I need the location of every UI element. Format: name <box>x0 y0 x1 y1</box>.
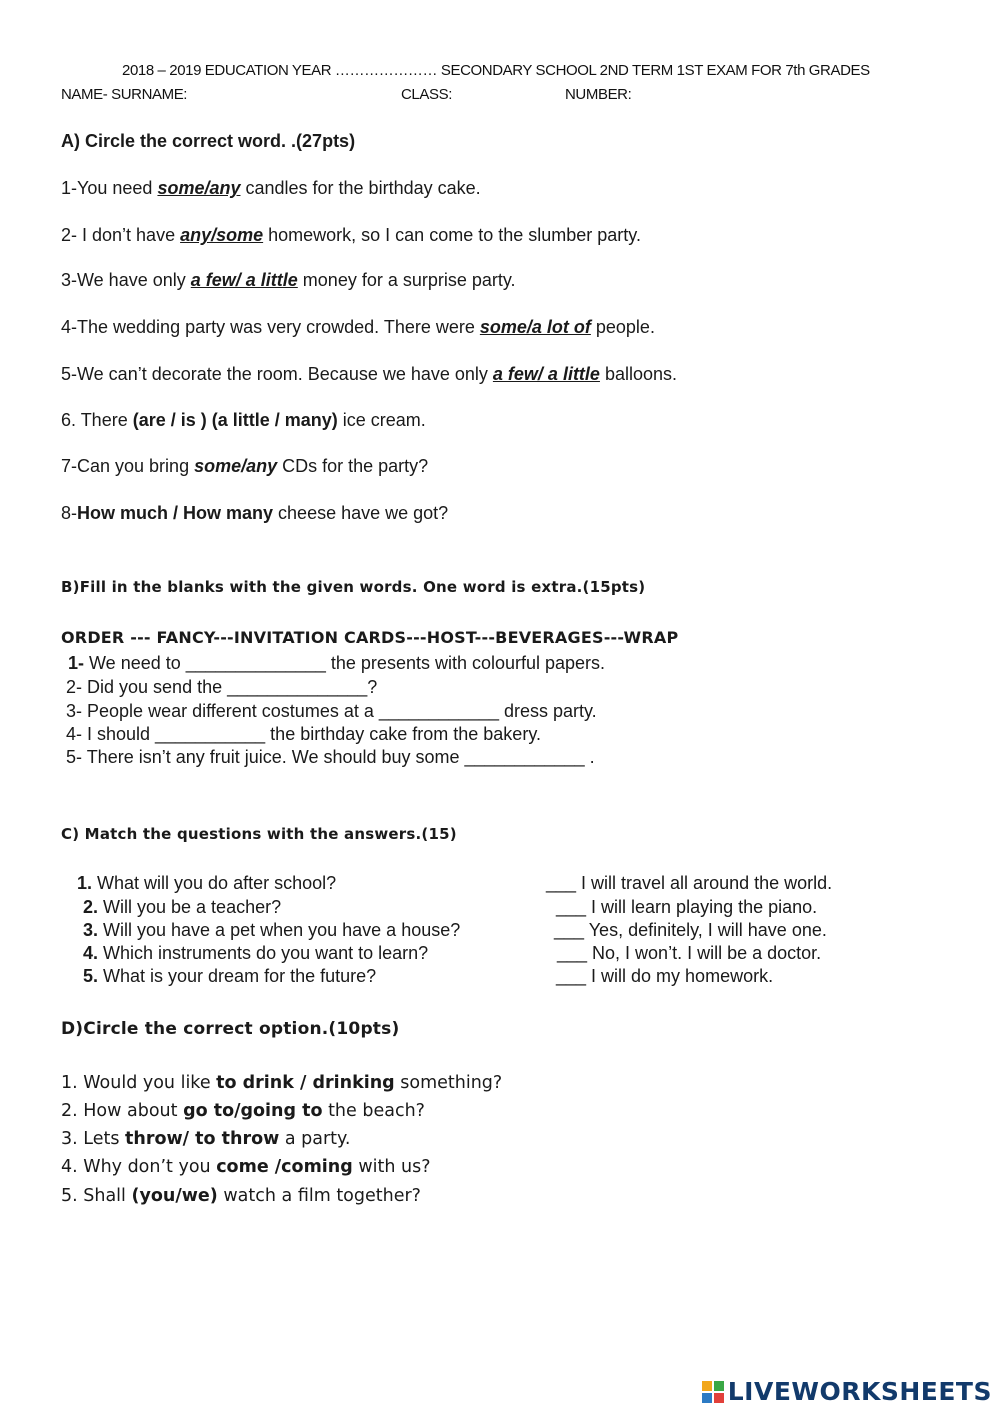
item-number: 5. <box>83 966 99 986</box>
item-text: 3. Lets <box>61 1129 126 1149</box>
item-text[interactable]: I should ___________ the birthday cake from the bakery. <box>82 724 541 744</box>
section-d-item-4 <box>61 1157 431 1177</box>
section-a-item-5 <box>61 364 677 385</box>
item-text: 1-You need <box>61 178 158 198</box>
answer-choice[interactable]: throw/ to throw <box>125 1129 280 1149</box>
answer-choice[interactable]: a few/ a little <box>190 270 298 290</box>
answer-1[interactable]: ___ I will travel all around the world. <box>546 873 833 893</box>
item-text: candles for the birthday cake. <box>240 178 481 198</box>
item-number: 5- <box>66 747 83 767</box>
item-text: people. <box>590 317 655 337</box>
item-number: 1. <box>77 873 93 893</box>
item-text: What will you do after school? <box>92 873 337 893</box>
item-number: 3. <box>83 920 99 940</box>
section-a-item-8 <box>61 503 448 524</box>
question-1 <box>77 873 336 894</box>
section-b-item-3 <box>66 701 597 722</box>
item-text: the beach? <box>322 1101 425 1121</box>
item-text[interactable]: People wear different costumes at a ____________ dress party. <box>82 701 597 721</box>
item-text: homework, so I can come to the slumber party. <box>263 225 641 245</box>
item-text[interactable]: Did you send the ______________? <box>82 677 378 697</box>
item-text: 2. How about <box>61 1101 184 1121</box>
item-text: cheese have we got? <box>273 503 449 523</box>
item-text: money for a surprise party. <box>297 270 516 290</box>
item-text: 6. There <box>61 410 133 430</box>
section-d-item-3 <box>61 1129 350 1149</box>
item-text: 7-Can you bring <box>61 456 195 476</box>
answer-2[interactable]: ___ I will learn playing the piano. <box>556 897 818 917</box>
section-a-title: A) Circle the correct word. .(27pts) <box>61 131 356 151</box>
question-4 <box>83 943 428 964</box>
question-2 <box>83 897 281 918</box>
answer-choice[interactable]: (are / is ) (a little / many) <box>132 410 338 430</box>
item-text: Will you be a teacher? <box>98 897 282 917</box>
item-number: 4- <box>66 724 83 744</box>
answer-4[interactable]: ___ No, I won’t. I will be a doctor. <box>557 943 822 963</box>
section-a-item-7 <box>61 456 428 477</box>
section-d-title: D)Circle the correct option.(10pts) <box>61 1019 400 1039</box>
item-text: a party. <box>279 1129 351 1149</box>
item-text[interactable]: We need to ______________ the presents with colourful papers. <box>84 653 606 673</box>
section-b-item-4 <box>66 724 541 745</box>
section-b-title: B)Fill in the blanks with the given words. One word is extra.(15pts) <box>61 578 646 596</box>
section-a-item-6 <box>61 410 426 431</box>
item-text[interactable]: There isn’t any fruit juice. We should buy some ____________ . <box>82 747 595 767</box>
item-number: 3- <box>66 701 83 721</box>
answer-choice[interactable]: any/some <box>180 225 264 245</box>
item-text: 2- I don’t have <box>61 225 181 245</box>
item-text: 4-The wedding party was very crowded. There were <box>61 317 480 337</box>
answer-choice[interactable]: (you/we) <box>131 1186 218 1206</box>
answer-choice[interactable]: a few/ a little <box>492 364 600 384</box>
question-3 <box>83 920 460 941</box>
answer-5[interactable]: ___ I will do my homework. <box>556 966 774 986</box>
section-d-item-5 <box>61 1186 421 1206</box>
section-c-title: C) Match the questions with the answers.(15) <box>61 825 457 843</box>
name-surname-label: NAME- SURNAME: <box>61 86 188 103</box>
word-bank: ORDER --- FANCY---INVITATION CARDS---HOST---BEVERAGES---WRAP <box>61 628 679 647</box>
item-text: balloons. <box>599 364 678 384</box>
answer-choice[interactable]: How much / How many <box>77 503 274 523</box>
item-text: 4. Why don’t you <box>61 1157 217 1177</box>
section-b-item-1 <box>68 653 605 674</box>
section-d-item-2 <box>61 1101 425 1121</box>
exam-header-title: 2018 – 2019 EDUCATION YEAR ………………… SECONDARY SCHOOL 2ND TERM 1ST EXAM FOR 7th GRADES <box>122 62 870 79</box>
item-text: watch a film together? <box>217 1186 421 1206</box>
answer-choice[interactable]: some/any <box>194 456 278 476</box>
number-label: NUMBER: <box>565 86 632 103</box>
item-text: 1. Would you like <box>61 1073 217 1093</box>
item-text: What is your dream for the future? <box>98 966 377 986</box>
section-b-item-2 <box>66 677 377 698</box>
item-text: with us? <box>352 1157 431 1177</box>
answer-choice[interactable]: to drink / drinking <box>216 1073 395 1093</box>
item-number: 2. <box>83 897 99 917</box>
section-b-item-5 <box>66 747 595 768</box>
item-text: Will you have a pet when you have a house? <box>98 920 461 940</box>
answer-choice[interactable]: come /coming <box>216 1157 353 1177</box>
item-text: Which instruments do you want to learn? <box>98 943 429 963</box>
item-number: 2- <box>66 677 83 697</box>
item-number: 1- <box>68 653 85 673</box>
item-number: 4. <box>83 943 99 963</box>
section-a-item-2 <box>61 225 641 246</box>
liveworksheets-logo <box>702 1377 992 1406</box>
item-text: CDs for the party? <box>277 456 429 476</box>
item-text: ice cream. <box>337 410 426 430</box>
item-text: 8- <box>61 503 78 523</box>
liveworksheets-brand: LIVEWORKSHEETS <box>727 1377 992 1406</box>
answer-choice[interactable]: go to/going to <box>183 1101 323 1121</box>
section-d-item-1 <box>61 1073 502 1093</box>
question-5 <box>83 966 376 987</box>
section-a-item-1 <box>61 178 481 199</box>
item-text: 5-We can’t decorate the room. Because we have only <box>61 364 493 384</box>
item-text: 3-We have only <box>61 270 191 290</box>
class-label: CLASS: <box>401 86 452 103</box>
section-a-item-3 <box>61 270 516 291</box>
item-text: 5. Shall <box>61 1186 132 1206</box>
item-text: something? <box>394 1073 503 1093</box>
answer-choice[interactable]: some/any <box>157 178 241 198</box>
section-a-item-4 <box>61 317 655 338</box>
answer-3[interactable]: ___ Yes, definitely, I will have one. <box>554 920 827 940</box>
liveworksheets-logo-icon <box>702 1381 724 1403</box>
answer-choice[interactable]: some/a lot of <box>479 317 591 337</box>
